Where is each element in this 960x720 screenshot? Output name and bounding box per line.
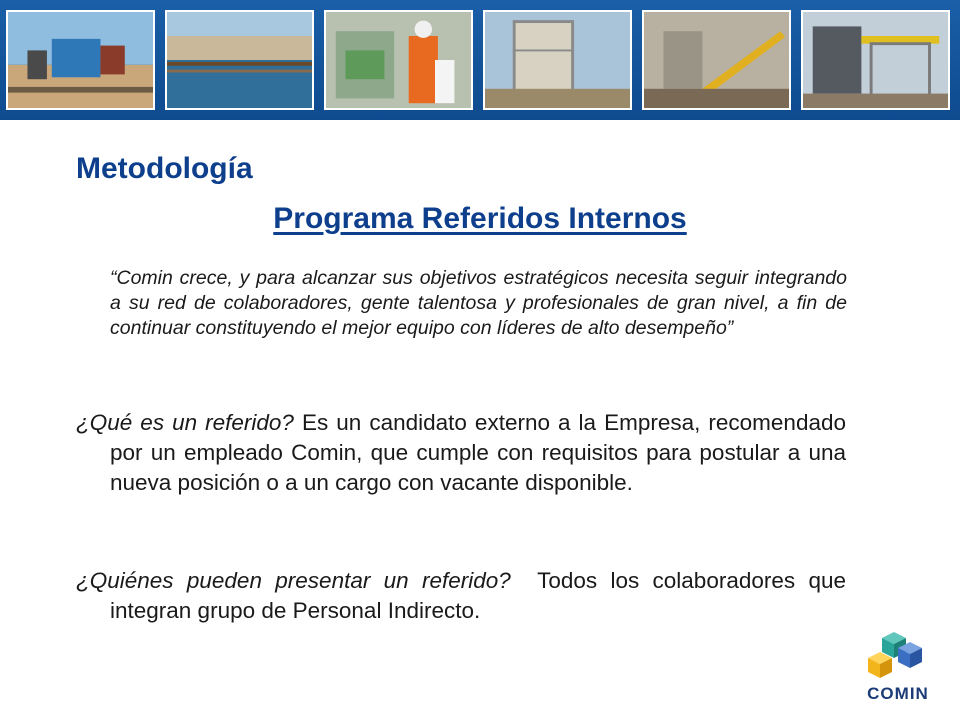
what-is-referral-question: ¿Qué es un referido? — [76, 410, 294, 435]
what-is-referral-paragraph — [76, 408, 846, 498]
building-structure-photo — [801, 10, 950, 110]
comin-logo-text: COMIN — [867, 684, 929, 703]
program-title-text: Programa Referidos Internos — [273, 202, 687, 235]
header-banner — [0, 0, 960, 120]
conveyor-plant-photo — [642, 10, 791, 110]
company-quote: “Comin crece, y para alcanzar sus objetivos estratégicos necesita seguir integrando a su red de colaboradores, gente talentosa y profesionales de gran nivel, a fin de continuar constituyendo el mejor equipo con líderes de alto desempeño” — [110, 267, 847, 339]
comin-logo-icon — [862, 628, 934, 684]
who-can-refer-paragraph — [76, 566, 853, 626]
pier-pipeline-photo — [165, 10, 314, 110]
worker-valve-photo — [324, 10, 473, 110]
industrial-plant-photo — [6, 10, 155, 110]
program-title — [0, 202, 960, 236]
page-heading: Metodología — [76, 152, 253, 185]
who-can-refer-question: ¿Quiénes pueden presentar un referido? — [76, 568, 511, 593]
what-is-referral-answer: Es un candidato externo a la Empresa, recomendado por un empleado Comin, que cumple con requisitos para postular a una nueva posición o a un cargo con vacante disponible. — [110, 410, 846, 495]
who-can-refer-answer: Todos los colaboradores que integran grupo de Personal Indirecto. — [110, 568, 853, 623]
steel-structure-photo — [483, 10, 632, 110]
comin-logo — [862, 628, 934, 708]
